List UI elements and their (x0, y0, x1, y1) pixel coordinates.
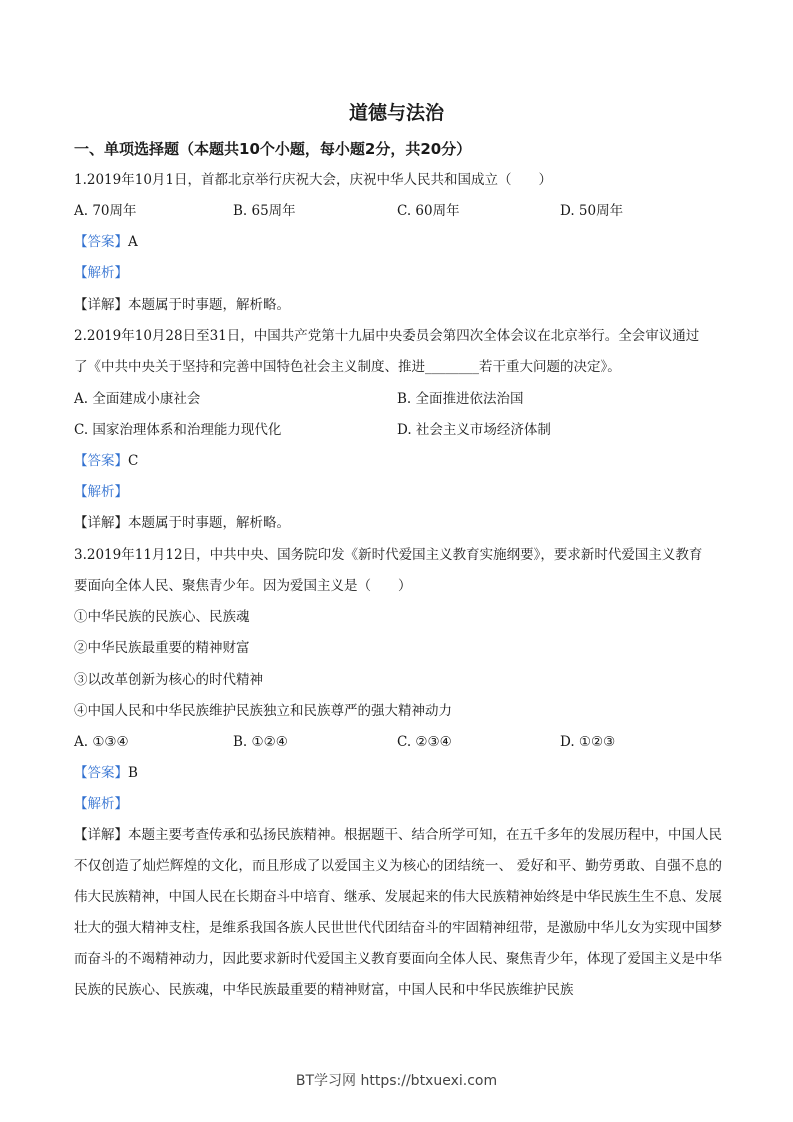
q2-analysis-tag: 【解析】 (74, 484, 128, 500)
q3-detail (74, 820, 722, 1006)
q1-option-b: B. 65周年 (233, 203, 296, 219)
detail-text: 本题属于时事题，解析略。 (128, 515, 290, 531)
q2-option-c: C. 国家治理体系和治理能力现代化 (74, 422, 282, 438)
q3-item-3: ③以改革创新为核心的时代精神 (74, 672, 263, 688)
q3-item-2: ②中华民族最重要的精神财富 (74, 640, 250, 656)
q3-item-4: ④中国人民和中华民族维护民族独立和民族尊严的强大精神动力 (74, 703, 452, 719)
detail-tag: 【详解】 (74, 827, 128, 843)
q2-detail (74, 513, 290, 533)
question-3-stem-line1: 3.2019年11月12日，中共中央、国务院印发《新时代爱国主义教育实施纲要》，要求新时代爱国主义教育 (74, 547, 703, 563)
q1-option-a: A. 70周年 (74, 203, 137, 219)
q1-option-d: D. 50周年 (560, 203, 624, 219)
answer-tag: 【答案】 (74, 765, 128, 781)
detail-tag: 【详解】 (74, 515, 128, 531)
answer-value: B (128, 765, 138, 781)
question-2-stem-line2: 了《中共中央关于坚持和完善中国特色社会主义制度、推进________若干重大问题的决定》。 (74, 359, 621, 375)
answer-tag: 【答案】 (74, 234, 128, 250)
answer-value: A (128, 234, 138, 250)
answer-value: C (128, 453, 139, 469)
page-title: 道德与法治 (348, 102, 444, 124)
q2-option-b: B. 全面推进依法治国 (397, 391, 524, 407)
q3-option-a: A. ①③④ (74, 734, 129, 750)
q3-analysis-tag: 【解析】 (74, 796, 128, 812)
q3-option-c: C. ②③④ (397, 734, 452, 750)
answer-tag: 【答案】 (74, 453, 128, 469)
q3-item-1: ①中华民族的民族心、民族魂 (74, 609, 250, 625)
q1-detail (74, 295, 290, 315)
detail-tag: 【详解】 (74, 297, 128, 313)
detail-text: 本题主要考查传承和弘扬民族精神。根据题干、结合所学可知，在五千多年的发展历程中，中国人民不仅创造了灿烂辉煌的文化，而且形成了以爱国主义为核心的团结统一、 爱好和平、勤劳勇敢、自强不息的伟大民族精神，中国人民在长期奋斗中培育、继承、发展起来的伟大民族精神始终是中华民族生生不息、发展壮大的强大精神支柱，是维系我国各族人民世世代代团结奋斗的牢固精神纽带，是激励中华儿女为实现中国梦而奋斗的不竭精神动力，因此要求新时代爱国主义教育要面向全体人民、聚焦青少年，体现了爱国主义是中华民族的民族心、民族魂，中华民族最重要的精神财富，中国人民和中华民族维护民族 (74, 827, 722, 998)
q2-answer (74, 451, 138, 471)
question-1-stem: 1.2019年10月1日，首都北京举行庆祝大会，庆祝中华人民共和国成立（ ） (74, 172, 553, 188)
q2-option-d: D. 社会主义市场经济体制 (397, 422, 551, 438)
question-2-stem-line1: 2.2019年10月28日至31日，中国共产党第十九届中央委员会第四次全体会议在北京举行。全会审议通过 (74, 328, 700, 344)
question-3-stem-line2: 要面向全体人民、聚焦青少年。因为爱国主义是（ ） (74, 578, 412, 594)
q1-analysis-tag: 【解析】 (74, 265, 128, 281)
section-heading: 一、单项选择题（本题共10个小题，每小题2分，共20分） (74, 140, 472, 158)
q1-option-c: C. 60周年 (397, 203, 460, 219)
detail-text: 本题属于时事题，解析略。 (128, 297, 290, 313)
footer-watermark: BT学习网 https://btxuexi.com (295, 1073, 498, 1089)
q2-option-a: A. 全面建成小康社会 (74, 391, 201, 407)
q3-option-b: B. ①②④ (233, 734, 288, 750)
q1-answer (74, 232, 138, 252)
q3-option-d: D. ①②③ (560, 734, 616, 750)
q3-answer (74, 763, 138, 783)
